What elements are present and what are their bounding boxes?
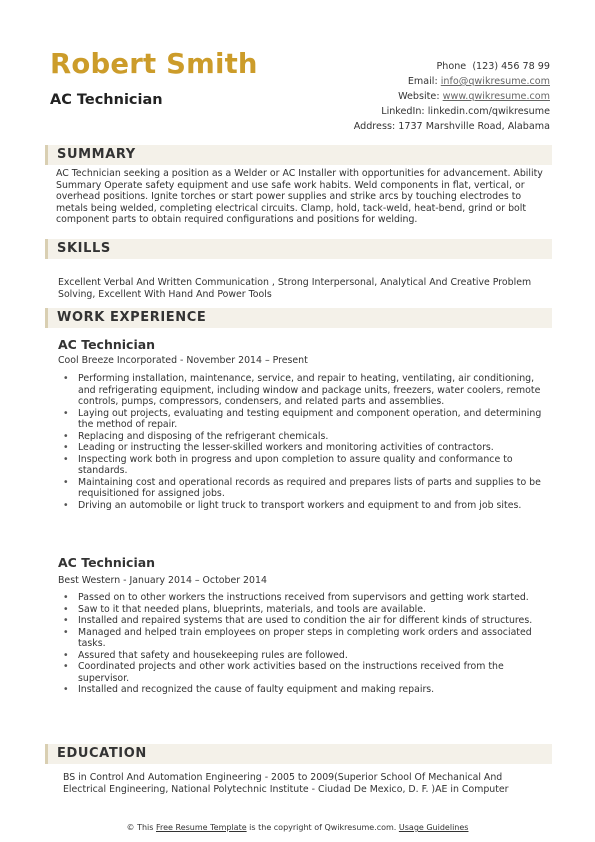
linkedin-label: LinkedIn: xyxy=(381,106,425,117)
job-2-bullets xyxy=(63,592,548,696)
footer-prefix: This xyxy=(137,823,154,832)
contact-linkedin xyxy=(250,104,550,119)
list-item: • Saw to it that needed plans, blueprints, materials, and tools are available. xyxy=(63,604,548,616)
website-label: Website: xyxy=(398,91,440,102)
job-1-bullets xyxy=(63,373,548,511)
contact-phone xyxy=(250,59,550,74)
footer-middle: is the copyright of Qwikresume.com. xyxy=(249,823,397,832)
experience-section-header xyxy=(45,308,552,328)
contact-block xyxy=(250,59,550,134)
address-label: Address: xyxy=(353,121,396,132)
phone-label: Phone xyxy=(436,61,467,72)
list-item: • Replacing and disposing of the refrigerant chemicals. xyxy=(63,431,548,443)
candidate-name: Robert Smith xyxy=(50,48,258,80)
list-item: • Coordinated projects and other work activities based on the instructions received from the supervisor. xyxy=(63,661,548,684)
job-1-meta: Cool Breeze Incorporated - November 2014 – Present xyxy=(58,355,308,366)
education-text: BS in Control And Automation Engineering - 2005 to 2009(Superior School Of Mechanical And Electrical Engineering, National Polytechnic Institute - Ciudad De Mexico, D. F. )AE in Computer xyxy=(63,772,509,795)
candidate-title: AC Technician xyxy=(50,92,163,108)
contact-website xyxy=(250,89,550,104)
free-resume-template-link[interactable]: Free Resume Template xyxy=(155,823,247,832)
footer xyxy=(0,823,595,833)
list-item: • Managed and helped train employees on proper steps in completing work orders and associated tasks. xyxy=(63,627,548,650)
list-item: • Installed and recognized the cause of faulty equipment and making repairs. xyxy=(63,684,548,696)
copyright-icon: © xyxy=(126,823,135,832)
job-2-title: AC Technician xyxy=(58,555,156,570)
email-label: Email: xyxy=(407,76,438,87)
skills-text: Excellent Verbal And Written Communication , Strong Interpersonal, Analytical And Creative Problem Solving, Excellent With Hand And Power Tools xyxy=(58,277,532,300)
list-item: • Installed and repaired systems that are used to condition the air for different kinds of structures. xyxy=(63,615,548,627)
list-item: • Laying out projects, evaluating and testing equipment and component operation, and determining the method of repair. xyxy=(63,408,548,431)
job-1-title: AC Technician xyxy=(58,337,156,352)
skills-section-header xyxy=(45,239,552,259)
summary-heading: SUMMARY xyxy=(57,147,136,162)
phone-value: (123) 456 78 99 xyxy=(472,61,550,72)
summary-text: AC Technician seeking a position as a Welder or AC Installer with opportunities for advancement. Ability Summary Operate safety equipment and use safe work habits. Weld components in flat, vertical, or overhead positions. Ignite torches or start power supplies and strike arcs by touching electrodes to metals being welded, completing electrical circuits. Clamp, hold, tack-weld, heat-bend, grind or bolt component parts to obtain required configurations and positions for welding. xyxy=(56,168,543,225)
summary-section-header xyxy=(45,145,552,165)
linkedin-value: linkedin.com/qwikresume xyxy=(427,106,550,117)
experience-heading: WORK EXPERIENCE xyxy=(57,310,207,325)
list-item: • Maintaining cost and operational records as required and prepares lists of parts and supplies to be requisitioned for assigned jobs. xyxy=(63,477,548,500)
job-2-meta: Best Western - January 2014 – October 2014 xyxy=(58,575,267,586)
email-link[interactable]: info@qwikresume.com xyxy=(440,76,550,87)
address-value: 1737 Marshville Road, Alabama xyxy=(398,121,550,132)
usage-guidelines-link[interactable]: Usage Guidelines xyxy=(398,823,469,832)
list-item: • Leading or instructing the lesser-skilled workers and monitoring activities of contractors. xyxy=(63,442,548,454)
contact-email xyxy=(250,74,550,89)
education-heading: EDUCATION xyxy=(57,746,147,761)
list-item: • Inspecting work both in progress and upon completion to assure quality and conformance to standards. xyxy=(63,454,548,477)
list-item: • Performing installation, maintenance, service, and repair to heating, ventilating, air conditioning, and refrigerating equipment, including window and package units, freezers, water coolers, remote controls, pumps, compressors, condensers, and related parts and assemblies. xyxy=(63,373,548,408)
website-link[interactable]: www.qwikresume.com xyxy=(442,91,550,102)
list-item: • Driving an automobile or light truck to transport workers and equipment to and from job sites. xyxy=(63,500,548,512)
list-item: • Assured that safety and housekeeping rules are followed. xyxy=(63,650,548,662)
list-item: • Passed on to other workers the instructions received from supervisors and getting work started. xyxy=(63,592,548,604)
education-section-header xyxy=(45,744,552,764)
contact-address xyxy=(250,119,550,134)
skills-heading: SKILLS xyxy=(57,241,111,256)
